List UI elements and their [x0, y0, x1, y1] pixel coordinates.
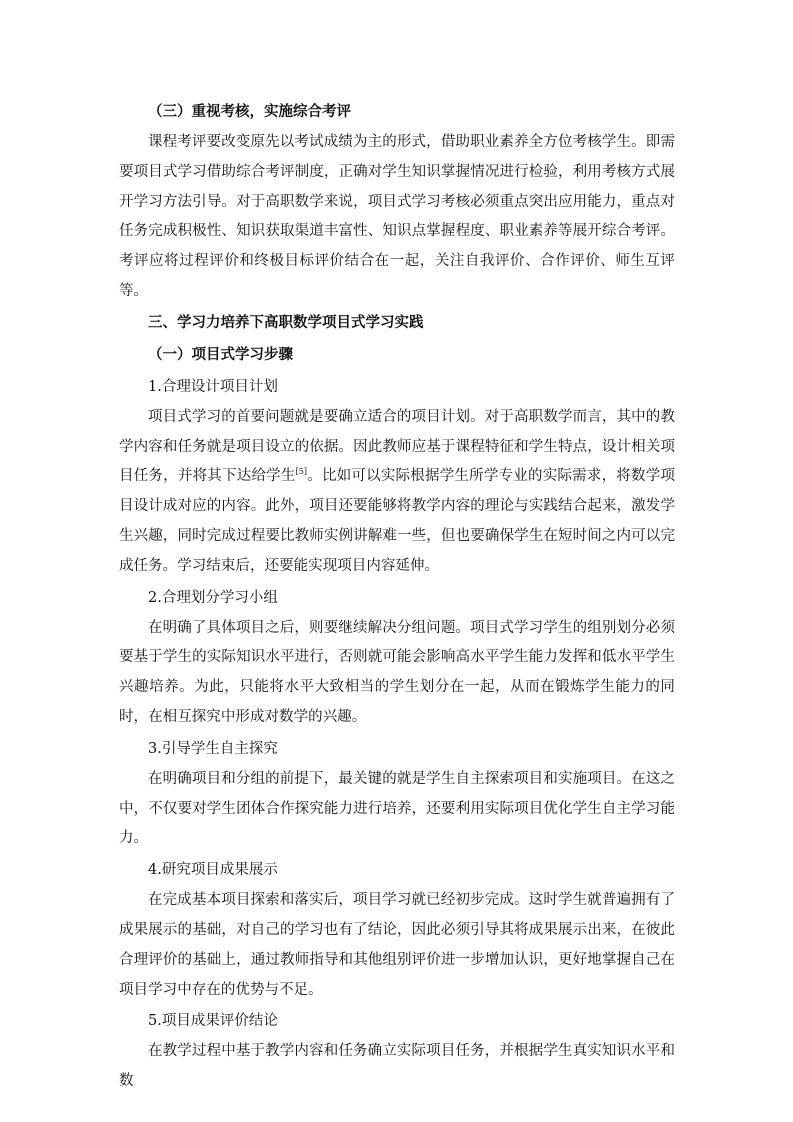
step-5-paragraph: 在教学过程中基于教学内容和任务确立实际项目任务，并根据学生真实知识水平和数	[119, 1043, 675, 1090]
subsection-1-heading: （一）项目式学习步骤	[148, 345, 293, 363]
step-1-paragraph-part-a: 项目式学习的首要问题就是要确立适合的项目计划。对于高职数学而言，其中的教学内容和任务就是项目设立的依据。因此教师应基于课程特征和学生特点，设计相关项目任务，并将其下达给学生	[119, 408, 675, 485]
step-3-title: 3.引导学生自主探究	[148, 740, 278, 757]
step-4-title: 4.研究项目成果展示	[148, 862, 278, 879]
page-body	[119, 96, 675, 1097]
step-3-paragraph: 在明确项目和分组的前提下，最关键的就是学生自主探索项目和实施项目。在这之中，不仅要对学生团体合作探究能力进行培养，还要利用实际项目优化学生自主学习能力。	[119, 770, 675, 847]
step-2-title: 2.合理划分学习小组	[148, 589, 278, 606]
step-4-paragraph: 在完成基本项目探索和落实后，项目学习就已经初步完成。这时学生就普遍拥有了成果展示的基础，对自己的学习也有了结论，因此必须引导其将成果展示出来，在彼此合理评价的基础上，通过教师指导和其他组别评价进一步增加认识，更好地掌握自己在项目学习中存在的优势与不足。	[119, 892, 675, 998]
step-5-title: 5.项目成果评价结论	[148, 1013, 278, 1030]
citation-5: [5]	[295, 467, 308, 477]
step-1-paragraph	[119, 403, 675, 582]
part-3-heading: 三、学习力培养下高职数学项目式学习实践	[148, 313, 424, 331]
step-2-paragraph: 在明确了具体项目之后，则要继续解决分组问题。项目式学习学生的组别划分必须要基于学生的实际知识水平进行，否则就可能会影响高水平学生能力发挥和低水平学生兴趣培养。为此，只能将水平大致相当的学生划分在一起，从而在锻炼学生能力的同时，在相互探究中形成对数学的兴趣。	[119, 619, 675, 725]
section-3-paragraph: 课程考评要改变原先以考试成绩为主的形式，借助职业素养全方位考核学生。即需要项目式学习借助综合考评制度，正确对学生知识掌握情况进行检验，利用考核方式展开学习方法引导。对于高职数学来说，项目式学习考核必须重点突出应用能力，重点对任务完成积极性、知识获取渠道丰富性、知识点掌握程度、职业素养等展开综合考评。考评应将过程评价和终极目标评价结合在一起，关注自我评价、合作评价、师生互评等。	[119, 134, 675, 299]
section-heading-3: （三）重视考核，实施综合考评	[148, 103, 351, 120]
step-1-title: 1.合理设计项目计划	[148, 378, 278, 395]
step-1-paragraph-part-b: 。比如可以实际根据学生所学专业的实际需求，将数学项目设计成对应的内容。此外，项目还要能够将教学内容的理论与实践结合起来，激发学生兴趣，同时完成过程要比教师实例讲解难一些，但也要确保学生在短时间之内可以完成任务。学习结束后，还要能实现项目内容延伸。	[119, 468, 676, 574]
